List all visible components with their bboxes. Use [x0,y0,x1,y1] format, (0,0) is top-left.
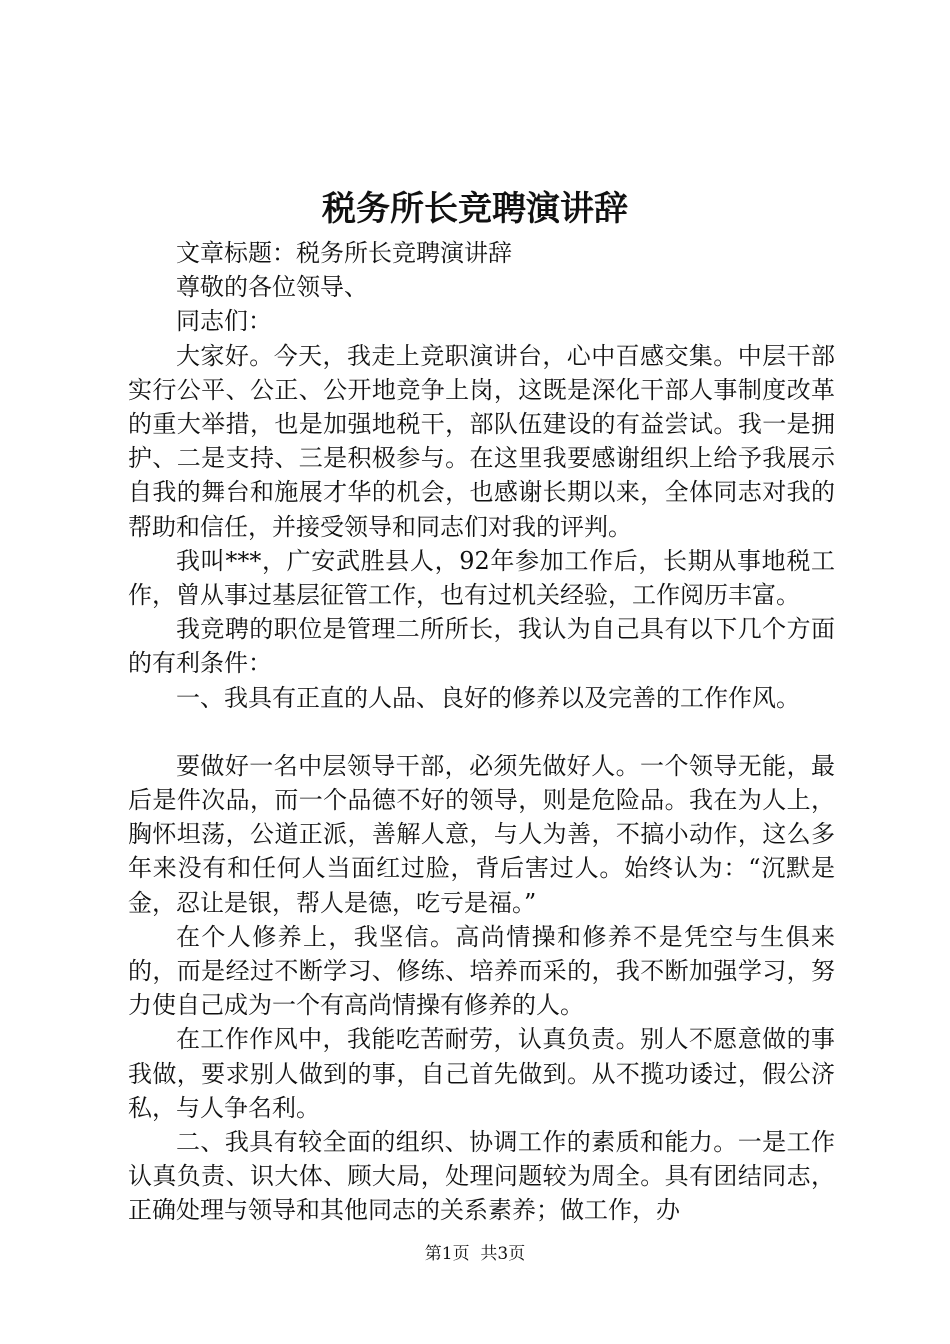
paragraph-point-two: 二、我具有较全面的组织、协调工作的素质和能力。一是工作认真负责、识大体、顾大局，处理问题较为周全。具有团结同志，正确处理与领导和其他同志的关系素养；做工作，办 [128,1128,835,1225]
paragraph-self-intro: 我叫***，广安武胜县人，92年参加工作后，长期从事地税工作，曾从事过基层征管工作，也有过机关经验，工作阅历丰富。 [128,546,835,610]
paragraph-salutation-leaders: 尊敬的各位领导、 [176,273,368,302]
document-body [128,236,835,1228]
paragraph-work-style: 在工作作风中，我能吃苦耐劳，认真负责。别人不愿意做的事我做，要求别人做到的事，自己首先做到。从不揽功诿过，假公济私，与人争名利。 [128,1025,835,1122]
paragraph-point-one-heading: 一、我具有正直的人品、良好的修养以及完善的工作作风。 [176,683,800,712]
paragraph-cultivation: 在个人修养上，我坚信。高尚情操和修养不是凭空与生俱来的，而是经过不断学习、修练、培养而采的，我不断加强学习，努力使自己成为一个有高尚情操有修养的人。 [128,922,835,1020]
page-total: 共3页 [480,1244,526,1264]
page-footer [0,1242,950,1266]
paragraph-salutation-comrades: 同志们： [176,307,272,336]
footer-separator [470,1244,481,1264]
paragraph-opening: 大家好。今天，我走上竞职演讲台，心中百感交集。中层干部实行公平、公正、公开地竞争上岗，这既是深化干部人事制度改革的重大举措，也是加强地税干，部队伍建设的有益尝试。我一是拥护、二是支持、三是积极参与。在这里我要感谢组织上给予我展示自我的舞台和施展才华的机会，也感谢长期以来，全体同志对我的帮助和信任，并接受领导和同志们对我的评判。 [128,341,835,541]
paragraph-article-title: 文章标题：税务所长竞聘演讲辞 [176,239,512,267]
paragraph-position: 我竞聘的职位是管理二所所长，我认为自己具有以下几个方面的有利条件： [128,615,835,678]
document-title: 税务所长竞聘演讲辞 [322,189,628,229]
page-number: 第1页 [424,1244,470,1264]
paragraph-character: 要做好一名中层领导干部，必须先做好人。一个领导无能，最后是件次品，而一个品德不好的领导，则是危险品。我在为人上，胸怀坦荡，公道正派，善解人意，与人为善，不搞小动作，这么多年来没有和任何人当面红过脸，背后害过人。始终认为：“沉默是金，忍让是银，帮人是德，吃亏是福。” [128,751,835,917]
